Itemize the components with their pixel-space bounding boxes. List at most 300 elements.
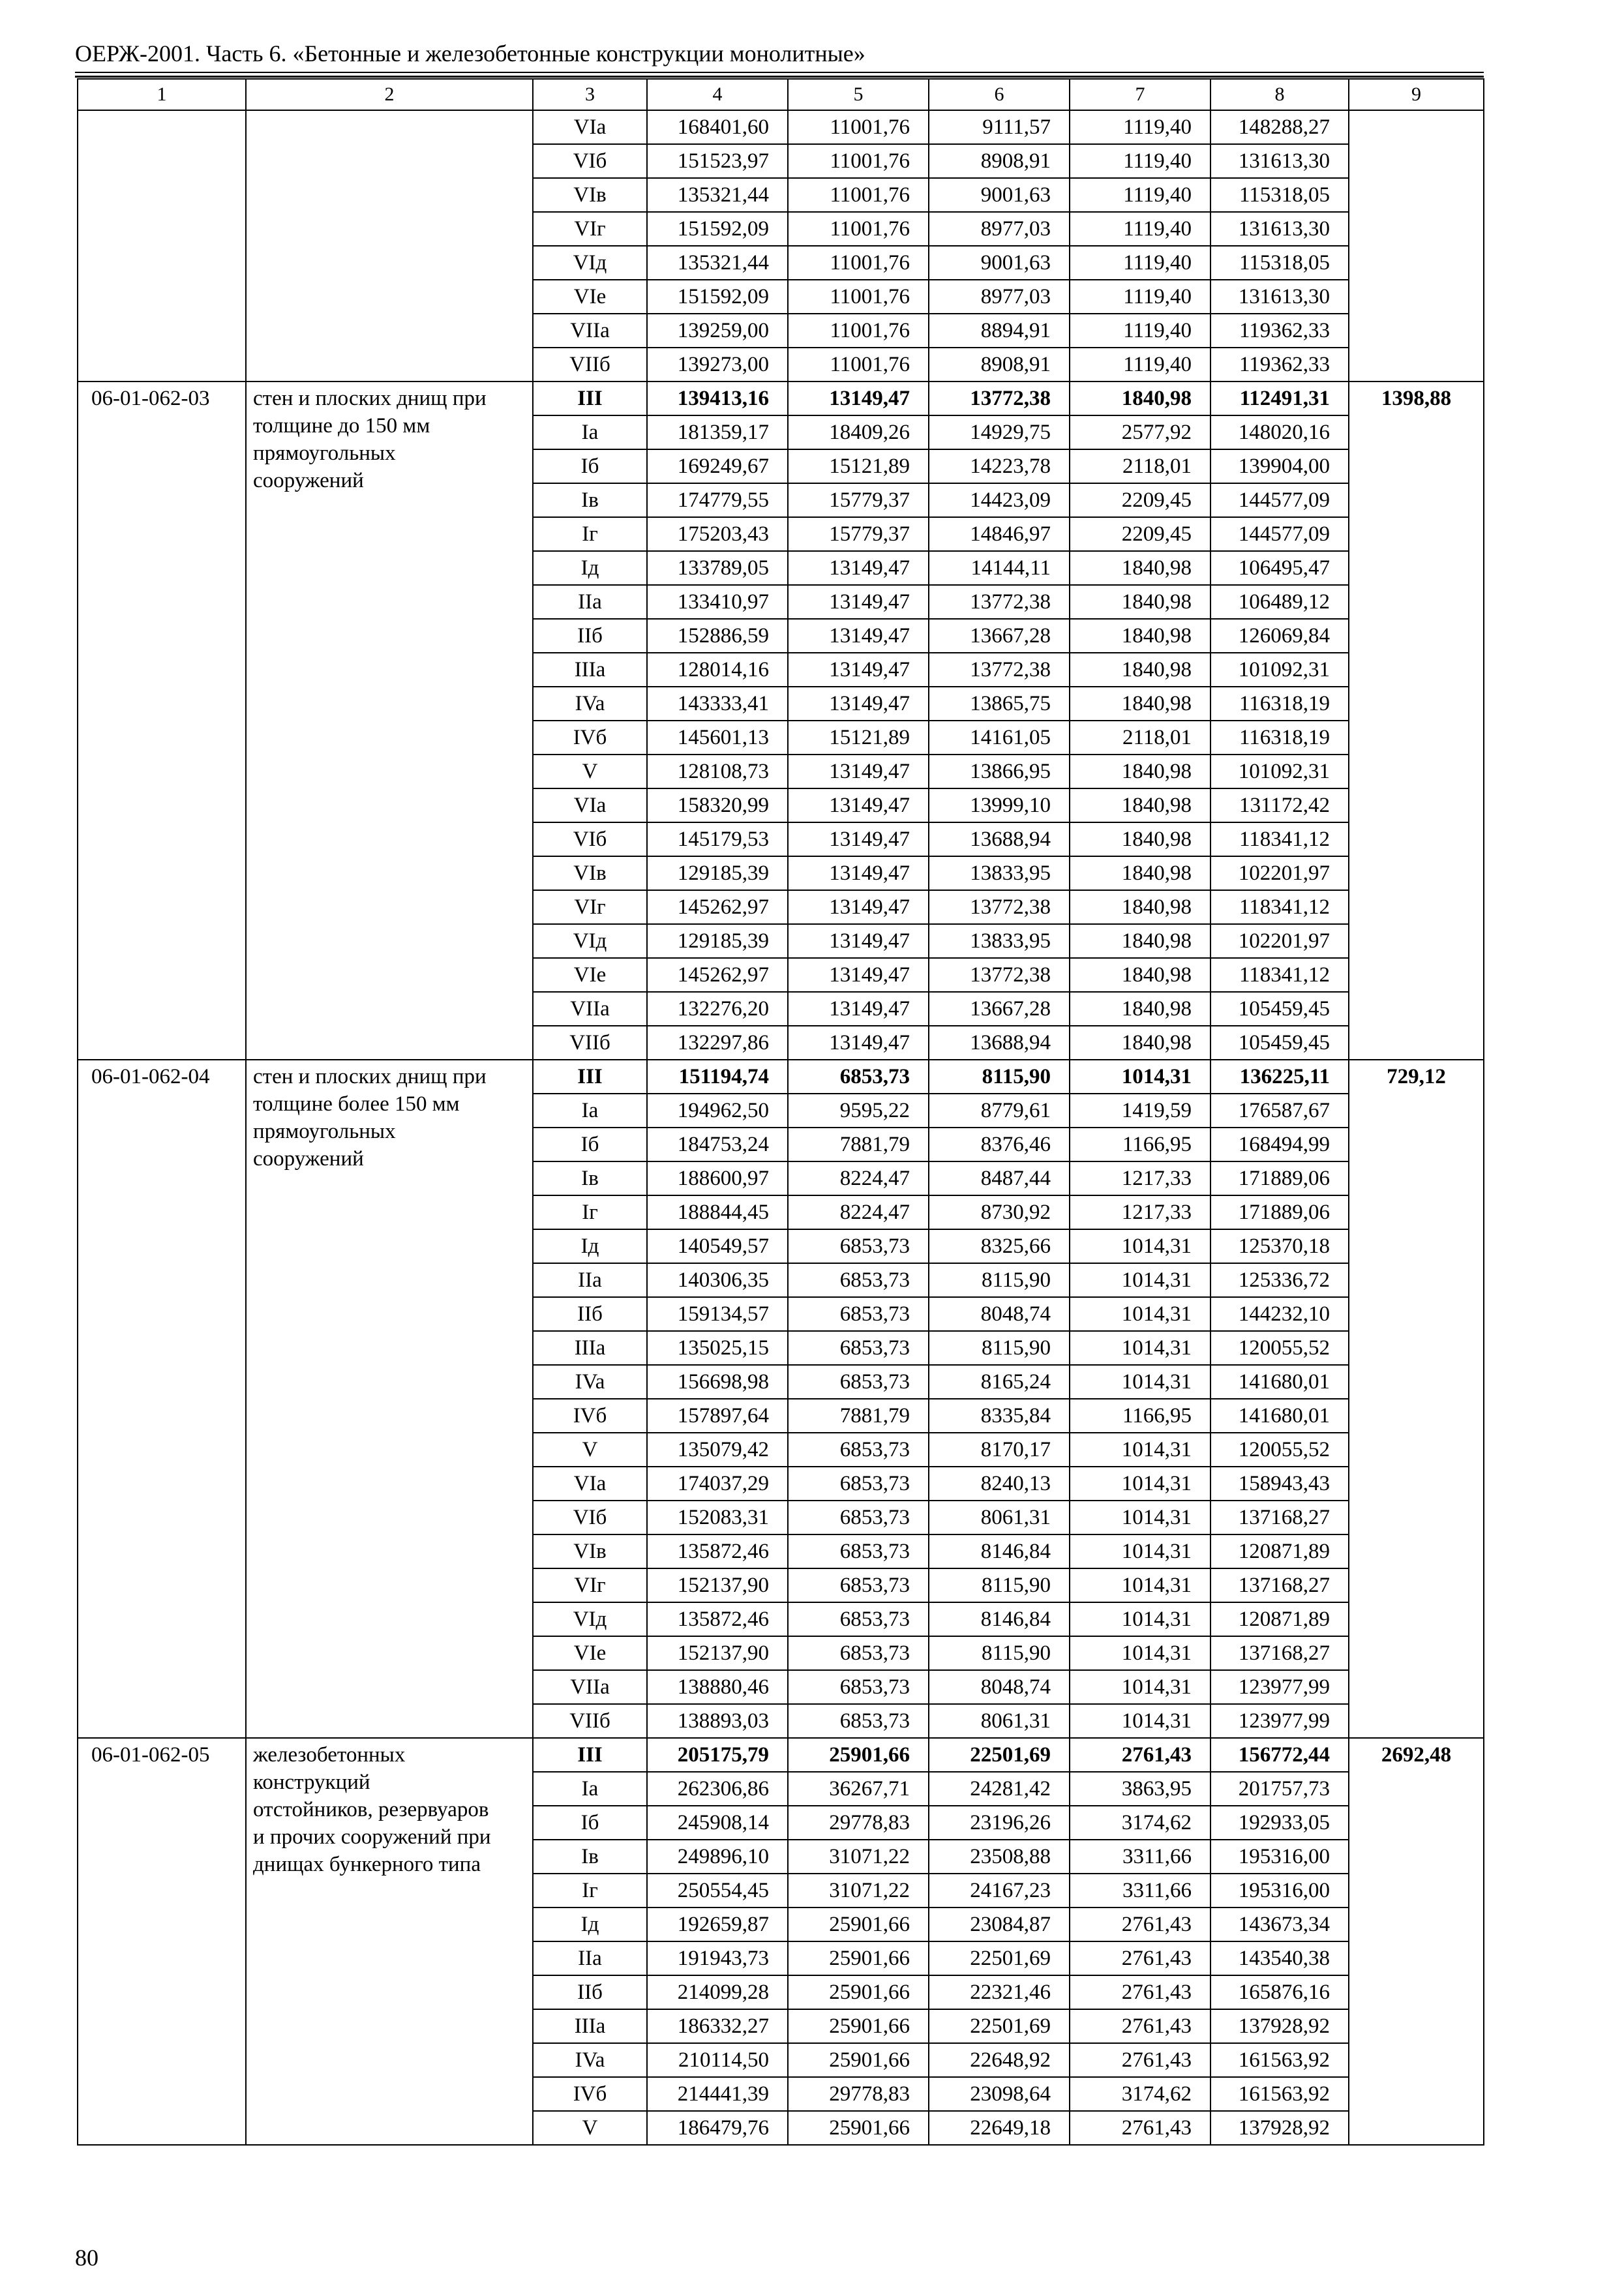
materials-cost: 112491,31: [1210, 382, 1349, 415]
column-number: 9: [1349, 79, 1484, 110]
wages: 13149,47: [788, 822, 929, 856]
wages: 11001,76: [788, 144, 929, 178]
materials-cost: 161563,92: [1210, 2043, 1349, 2077]
zone-code: Iв: [533, 1161, 647, 1195]
materials-cost: 116318,19: [1210, 687, 1349, 721]
machinist-wages: 1840,98: [1070, 856, 1210, 890]
wages: 15121,89: [788, 449, 929, 483]
machine-cost: 8115,90: [929, 1263, 1070, 1297]
machine-cost: 13772,38: [929, 958, 1070, 992]
machine-cost: 8335,84: [929, 1399, 1070, 1433]
labor-hours: 2692,48: [1349, 1738, 1484, 2145]
wages: 25901,66: [788, 1941, 929, 1975]
machinist-wages: 1840,98: [1070, 687, 1210, 721]
machine-cost: 8908,91: [929, 144, 1070, 178]
machine-cost: 13688,94: [929, 1026, 1070, 1060]
machine-cost: 13833,95: [929, 856, 1070, 890]
wages: 11001,76: [788, 178, 929, 212]
zone-code: IVa: [533, 2043, 647, 2077]
zone-code: VIa: [533, 788, 647, 822]
total-cost: 158320,99: [647, 788, 788, 822]
wages: 29778,83: [788, 1806, 929, 1840]
machinist-wages: 1119,40: [1070, 178, 1210, 212]
materials-cost: 131613,30: [1210, 280, 1349, 314]
zone-code: Iг: [533, 1874, 647, 1908]
column-number: 2: [246, 79, 533, 110]
machinist-wages: 3863,95: [1070, 1772, 1210, 1806]
wages: 13149,47: [788, 653, 929, 687]
machinist-wages: 1119,40: [1070, 246, 1210, 280]
machinist-wages: 1419,59: [1070, 1094, 1210, 1128]
column-number: 1: [78, 79, 246, 110]
materials-cost: 119362,33: [1210, 348, 1349, 382]
machine-cost: 8115,90: [929, 1331, 1070, 1365]
materials-cost: 118341,12: [1210, 822, 1349, 856]
machine-cost: 8146,84: [929, 1602, 1070, 1636]
total-cost: 151523,97: [647, 144, 788, 178]
column-number-row: [78, 79, 1484, 110]
materials-cost: 144232,10: [1210, 1297, 1349, 1331]
wages: 15779,37: [788, 483, 929, 517]
total-cost: 214099,28: [647, 1975, 788, 2009]
machinist-wages: 1840,98: [1070, 755, 1210, 788]
total-cost: 139259,00: [647, 314, 788, 348]
wages: 15121,89: [788, 721, 929, 755]
total-cost: 168401,60: [647, 110, 788, 144]
total-cost: 214441,39: [647, 2077, 788, 2111]
machine-cost: 13865,75: [929, 687, 1070, 721]
materials-cost: 148020,16: [1210, 415, 1349, 449]
wages: 13149,47: [788, 687, 929, 721]
total-cost: 128014,16: [647, 653, 788, 687]
wages: 25901,66: [788, 2043, 929, 2077]
wages: 13149,47: [788, 856, 929, 890]
machinist-wages: 1014,31: [1070, 1229, 1210, 1263]
machinist-wages: 1840,98: [1070, 788, 1210, 822]
machinist-wages: 1014,31: [1070, 1501, 1210, 1534]
machinist-wages: 1014,31: [1070, 1433, 1210, 1467]
zone-code: V: [533, 2111, 647, 2145]
materials-cost: 165876,16: [1210, 1975, 1349, 2009]
machinist-wages: 1840,98: [1070, 585, 1210, 619]
total-cost: 262306,86: [647, 1772, 788, 1806]
machine-cost: 13772,38: [929, 382, 1070, 415]
machine-cost: 8908,91: [929, 348, 1070, 382]
materials-cost: 123977,99: [1210, 1670, 1349, 1704]
zone-code: VIIa: [533, 992, 647, 1026]
machine-cost: 9001,63: [929, 246, 1070, 280]
zone-code: Iв: [533, 1840, 647, 1874]
price-table: [77, 78, 1484, 2146]
total-cost: 138893,03: [647, 1704, 788, 1738]
machinist-wages: 2761,43: [1070, 2111, 1210, 2145]
machine-cost: 22501,69: [929, 2009, 1070, 2043]
total-cost: 135025,15: [647, 1331, 788, 1365]
total-cost: 169249,67: [647, 449, 788, 483]
machinist-wages: 2118,01: [1070, 449, 1210, 483]
materials-cost: 101092,31: [1210, 653, 1349, 687]
materials-cost: 137168,27: [1210, 1568, 1349, 1602]
wages: 13149,47: [788, 755, 929, 788]
materials-cost: 120871,89: [1210, 1602, 1349, 1636]
zone-code: Ia: [533, 1772, 647, 1806]
total-cost: 205175,79: [647, 1738, 788, 1772]
zone-code: IIa: [533, 1941, 647, 1975]
zone-code: Iб: [533, 1128, 647, 1161]
wages: 13149,47: [788, 924, 929, 958]
column-number: 4: [647, 79, 788, 110]
machinist-wages: 1119,40: [1070, 314, 1210, 348]
zone-code: VIIб: [533, 1026, 647, 1060]
materials-cost: 131172,42: [1210, 788, 1349, 822]
machine-cost: 13667,28: [929, 992, 1070, 1026]
machine-cost: 8977,03: [929, 212, 1070, 246]
machinist-wages: 1014,31: [1070, 1670, 1210, 1704]
machinist-wages: 2209,45: [1070, 483, 1210, 517]
page-number: 80: [75, 2245, 98, 2271]
materials-cost: 137928,92: [1210, 2111, 1349, 2145]
total-cost: 152137,90: [647, 1636, 788, 1670]
machine-cost: 8894,91: [929, 314, 1070, 348]
machine-cost: 14144,11: [929, 551, 1070, 585]
total-cost: 139273,00: [647, 348, 788, 382]
wages: 8224,47: [788, 1195, 929, 1229]
zone-code: III: [533, 1060, 647, 1094]
total-cost: 140549,57: [647, 1229, 788, 1263]
total-cost: 186332,27: [647, 2009, 788, 2043]
zone-code: IIa: [533, 1263, 647, 1297]
machine-cost: 23196,26: [929, 1806, 1070, 1840]
machine-cost: 13866,95: [929, 755, 1070, 788]
materials-cost: 143540,38: [1210, 1941, 1349, 1975]
machine-cost: 8048,74: [929, 1670, 1070, 1704]
machinist-wages: 3174,62: [1070, 2077, 1210, 2111]
total-cost: 145601,13: [647, 721, 788, 755]
wages: 13149,47: [788, 382, 929, 415]
machinist-wages: 1166,95: [1070, 1399, 1210, 1433]
machinist-wages: 1166,95: [1070, 1128, 1210, 1161]
machine-cost: 13999,10: [929, 788, 1070, 822]
total-cost: 174037,29: [647, 1467, 788, 1501]
machinist-wages: 1014,31: [1070, 1263, 1210, 1297]
wages: 18409,26: [788, 415, 929, 449]
zone-code: VIв: [533, 1534, 647, 1568]
machinist-wages: 1840,98: [1070, 992, 1210, 1026]
machinist-wages: 1217,33: [1070, 1195, 1210, 1229]
zone-code: V: [533, 1433, 647, 1467]
machinist-wages: 2761,43: [1070, 1738, 1210, 1772]
total-cost: 145262,97: [647, 958, 788, 992]
zone-code: Iд: [533, 1908, 647, 1941]
materials-cost: 137928,92: [1210, 2009, 1349, 2043]
machinist-wages: 3311,66: [1070, 1840, 1210, 1874]
header-rule: [75, 72, 1484, 73]
materials-cost: 171889,06: [1210, 1161, 1349, 1195]
wages: 25901,66: [788, 2111, 929, 2145]
wages: 11001,76: [788, 212, 929, 246]
machine-cost: 8376,46: [929, 1128, 1070, 1161]
zone-code: Iб: [533, 449, 647, 483]
zone-code: VIд: [533, 924, 647, 958]
wages: 7881,79: [788, 1399, 929, 1433]
materials-cost: 123977,99: [1210, 1704, 1349, 1738]
machinist-wages: 1014,31: [1070, 1297, 1210, 1331]
machinist-wages: 1119,40: [1070, 110, 1210, 144]
machinist-wages: 1014,31: [1070, 1636, 1210, 1670]
machinist-wages: 1840,98: [1070, 1026, 1210, 1060]
machinist-wages: 1014,31: [1070, 1534, 1210, 1568]
total-cost: 249896,10: [647, 1840, 788, 1874]
machine-cost: 8325,66: [929, 1229, 1070, 1263]
total-cost: 145262,97: [647, 890, 788, 924]
materials-cost: 131613,30: [1210, 144, 1349, 178]
materials-cost: 148288,27: [1210, 110, 1349, 144]
wages: 11001,76: [788, 348, 929, 382]
total-cost: 194962,50: [647, 1094, 788, 1128]
zone-code: IVб: [533, 1399, 647, 1433]
zone-code: VIa: [533, 1467, 647, 1501]
running-header: ОЕРЖ-2001. Часть 6. «Бетонные и железобетонные конструкции монолитные»: [75, 40, 865, 67]
machine-cost: 13688,94: [929, 822, 1070, 856]
machine-cost: 9111,57: [929, 110, 1070, 144]
materials-cost: 161563,92: [1210, 2077, 1349, 2111]
materials-cost: 105459,45: [1210, 992, 1349, 1026]
materials-cost: 118341,12: [1210, 958, 1349, 992]
total-cost: 245908,14: [647, 1806, 788, 1840]
materials-cost: 131613,30: [1210, 212, 1349, 246]
table-row: [78, 1060, 1484, 1094]
machine-cost: 13667,28: [929, 619, 1070, 653]
zone-code: III: [533, 1738, 647, 1772]
machinist-wages: 3311,66: [1070, 1874, 1210, 1908]
machinist-wages: 1840,98: [1070, 958, 1210, 992]
materials-cost: 120055,52: [1210, 1433, 1349, 1467]
machine-cost: 13772,38: [929, 585, 1070, 619]
zone-code: Iг: [533, 1195, 647, 1229]
item-code: 06-01-062-03: [78, 382, 246, 1060]
total-cost: 135872,46: [647, 1602, 788, 1636]
wages: 13149,47: [788, 890, 929, 924]
machinist-wages: 1119,40: [1070, 348, 1210, 382]
total-cost: 210114,50: [647, 2043, 788, 2077]
wages: 6853,73: [788, 1365, 929, 1399]
column-number: 3: [533, 79, 647, 110]
machine-cost: 22649,18: [929, 2111, 1070, 2145]
wages: 6853,73: [788, 1568, 929, 1602]
machinist-wages: 1014,31: [1070, 1060, 1210, 1094]
machinist-wages: 1014,31: [1070, 1568, 1210, 1602]
zone-code: Ia: [533, 415, 647, 449]
machine-cost: 8115,90: [929, 1636, 1070, 1670]
total-cost: 184753,24: [647, 1128, 788, 1161]
total-cost: 133789,05: [647, 551, 788, 585]
machine-cost: 23084,87: [929, 1908, 1070, 1941]
wages: 6853,73: [788, 1534, 929, 1568]
machine-cost: 14423,09: [929, 483, 1070, 517]
wages: 25901,66: [788, 1908, 929, 1941]
machine-cost: 13772,38: [929, 653, 1070, 687]
materials-cost: 120055,52: [1210, 1331, 1349, 1365]
column-number: 6: [929, 79, 1070, 110]
materials-cost: 143673,34: [1210, 1908, 1349, 1941]
materials-cost: 118341,12: [1210, 890, 1349, 924]
machinist-wages: 1217,33: [1070, 1161, 1210, 1195]
zone-code: VIв: [533, 178, 647, 212]
total-cost: 156698,98: [647, 1365, 788, 1399]
zone-code: VIIб: [533, 1704, 647, 1738]
materials-cost: 136225,11: [1210, 1060, 1349, 1094]
total-cost: 250554,45: [647, 1874, 788, 1908]
machine-cost: 13772,38: [929, 890, 1070, 924]
wages: 6853,73: [788, 1602, 929, 1636]
machinist-wages: 1840,98: [1070, 551, 1210, 585]
materials-cost: 195316,00: [1210, 1840, 1349, 1874]
machine-cost: 24281,42: [929, 1772, 1070, 1806]
machinist-wages: 1840,98: [1070, 619, 1210, 653]
wages: 6853,73: [788, 1636, 929, 1670]
machine-cost: 8061,31: [929, 1501, 1070, 1534]
zone-code: IVa: [533, 1365, 647, 1399]
machinist-wages: 1014,31: [1070, 1331, 1210, 1365]
wages: 13149,47: [788, 585, 929, 619]
materials-cost: 168494,99: [1210, 1128, 1349, 1161]
total-cost: 152083,31: [647, 1501, 788, 1534]
machine-cost: 22648,92: [929, 2043, 1070, 2077]
materials-cost: 102201,97: [1210, 856, 1349, 890]
zone-code: VIе: [533, 280, 647, 314]
wages: 7881,79: [788, 1128, 929, 1161]
machinist-wages: 2761,43: [1070, 1908, 1210, 1941]
total-cost: 140306,35: [647, 1263, 788, 1297]
zone-code: IIa: [533, 585, 647, 619]
wages: 6853,73: [788, 1263, 929, 1297]
machinist-wages: 1119,40: [1070, 212, 1210, 246]
wages: 8224,47: [788, 1161, 929, 1195]
total-cost: 135872,46: [647, 1534, 788, 1568]
zone-code: Iб: [533, 1806, 647, 1840]
wages: 13149,47: [788, 1026, 929, 1060]
wages: 11001,76: [788, 314, 929, 348]
total-cost: 129185,39: [647, 924, 788, 958]
wages: 31071,22: [788, 1840, 929, 1874]
machinist-wages: 1119,40: [1070, 144, 1210, 178]
materials-cost: 106495,47: [1210, 551, 1349, 585]
zone-code: VIе: [533, 958, 647, 992]
zone-code: Iг: [533, 517, 647, 551]
zone-code: Iд: [533, 1229, 647, 1263]
zone-code: IIб: [533, 619, 647, 653]
machine-cost: 22501,69: [929, 1738, 1070, 1772]
total-cost: 191943,73: [647, 1941, 788, 1975]
total-cost: 129185,39: [647, 856, 788, 890]
wages: 25901,66: [788, 1975, 929, 2009]
materials-cost: 144577,09: [1210, 483, 1349, 517]
total-cost: 132276,20: [647, 992, 788, 1026]
item-description: стен и плоских днищ при толщине до 150 мм прямоугольных сооружений: [246, 382, 533, 1060]
machinist-wages: 1119,40: [1070, 280, 1210, 314]
machine-cost: 14161,05: [929, 721, 1070, 755]
total-cost: 132297,86: [647, 1026, 788, 1060]
materials-cost: 158943,43: [1210, 1467, 1349, 1501]
machine-cost: 13833,95: [929, 924, 1070, 958]
machine-cost: 22501,69: [929, 1941, 1070, 1975]
total-cost: 135321,44: [647, 246, 788, 280]
item-code: [78, 110, 246, 382]
materials-cost: 120871,89: [1210, 1534, 1349, 1568]
machine-cost: 24167,23: [929, 1874, 1070, 1908]
wages: 36267,71: [788, 1772, 929, 1806]
machinist-wages: 1014,31: [1070, 1467, 1210, 1501]
wages: 29778,83: [788, 2077, 929, 2111]
wages: 15779,37: [788, 517, 929, 551]
machine-cost: 8977,03: [929, 280, 1070, 314]
total-cost: 152886,59: [647, 619, 788, 653]
machinist-wages: 2761,43: [1070, 2009, 1210, 2043]
zone-code: IIIa: [533, 653, 647, 687]
machinist-wages: 1840,98: [1070, 382, 1210, 415]
zone-code: V: [533, 755, 647, 788]
machine-cost: 8146,84: [929, 1534, 1070, 1568]
machine-cost: 8240,13: [929, 1467, 1070, 1501]
zone-code: Iд: [533, 551, 647, 585]
machinist-wages: 2761,43: [1070, 2043, 1210, 2077]
zone-code: VIa: [533, 110, 647, 144]
materials-cost: 171889,06: [1210, 1195, 1349, 1229]
materials-cost: 105459,45: [1210, 1026, 1349, 1060]
total-cost: 175203,43: [647, 517, 788, 551]
machinist-wages: 2577,92: [1070, 415, 1210, 449]
total-cost: 135321,44: [647, 178, 788, 212]
total-cost: 174779,55: [647, 483, 788, 517]
total-cost: 138880,46: [647, 1670, 788, 1704]
total-cost: 145179,53: [647, 822, 788, 856]
item-description: [246, 110, 533, 382]
wages: 31071,22: [788, 1874, 929, 1908]
wages: 13149,47: [788, 551, 929, 585]
zone-code: VIб: [533, 1501, 647, 1534]
zone-code: VIIa: [533, 1670, 647, 1704]
machinist-wages: 1014,31: [1070, 1365, 1210, 1399]
zone-code: VIIa: [533, 314, 647, 348]
machine-cost: 8115,90: [929, 1060, 1070, 1094]
wages: 11001,76: [788, 246, 929, 280]
wages: 6853,73: [788, 1467, 929, 1501]
machinist-wages: 2118,01: [1070, 721, 1210, 755]
materials-cost: 192933,05: [1210, 1806, 1349, 1840]
total-cost: 186479,76: [647, 2111, 788, 2145]
materials-cost: 141680,01: [1210, 1399, 1349, 1433]
machine-cost: 14223,78: [929, 449, 1070, 483]
machinist-wages: 2761,43: [1070, 1975, 1210, 2009]
materials-cost: 102201,97: [1210, 924, 1349, 958]
zone-code: Ia: [533, 1094, 647, 1128]
wages: 13149,47: [788, 788, 929, 822]
total-cost: 159134,57: [647, 1297, 788, 1331]
zone-code: VIе: [533, 1636, 647, 1670]
total-cost: 135079,42: [647, 1433, 788, 1467]
materials-cost: 156772,44: [1210, 1738, 1349, 1772]
item-description: стен и плоских днищ при толщине более 150 мм прямоугольных сооружений: [246, 1060, 533, 1738]
labor-hours: 1398,88: [1349, 382, 1484, 1060]
wages: 6853,73: [788, 1670, 929, 1704]
total-cost: 181359,17: [647, 415, 788, 449]
machinist-wages: 3174,62: [1070, 1806, 1210, 1840]
zone-code: IVa: [533, 687, 647, 721]
column-number: 7: [1070, 79, 1210, 110]
column-number: 5: [788, 79, 929, 110]
materials-cost: 125370,18: [1210, 1229, 1349, 1263]
total-cost: 151592,09: [647, 280, 788, 314]
